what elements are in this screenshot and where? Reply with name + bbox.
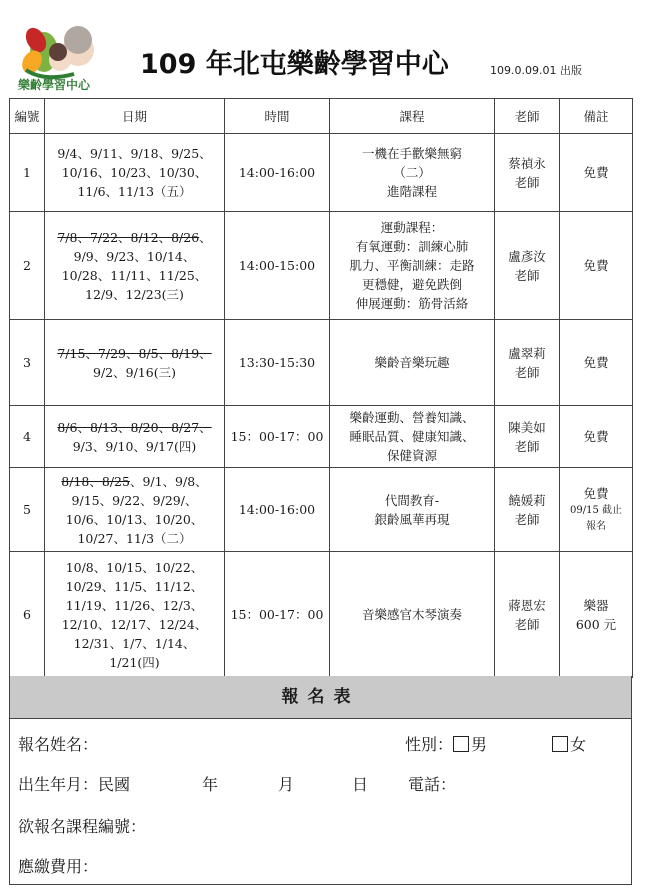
course-number-label: 欲報名課程編號： [18, 817, 147, 836]
note-line: 免費 [583, 165, 609, 180]
cancelled-dates: 8/18、8/25 [61, 473, 130, 489]
cell-time: 14:00-16:00 [225, 134, 330, 212]
date-line: 12/10、12/17、12/24、 [61, 616, 208, 632]
teacher-line: 盧彥汝 [508, 248, 546, 264]
date-line: 9/2、9/16(三) [93, 364, 176, 380]
cell-note [560, 134, 633, 212]
date-line: 12/31、1/7、1/14、 [73, 635, 196, 651]
cell-date [45, 468, 225, 552]
date-text: 、 [199, 229, 212, 245]
date-line-first [48, 228, 221, 247]
teacher-line: 蔣恩宏 [508, 597, 546, 613]
registration-form [9, 676, 632, 885]
course-line: 保健資源 [386, 448, 437, 463]
cell-date [45, 552, 225, 678]
course-line: 樂齡運動、營養知識、 [349, 410, 475, 425]
date-line-first [48, 472, 221, 491]
teacher-line: 老師 [514, 174, 540, 190]
teacher-line: 老師 [514, 364, 540, 380]
table-header-row [10, 99, 633, 134]
female-checkbox[interactable] [552, 736, 568, 752]
course-line: 肌力、平衡訓練：走路 [349, 258, 475, 273]
course-line: 睡眠品質、健康知識、 [349, 429, 475, 444]
cell-note [560, 212, 633, 320]
teacher-line: 蔡禎永 [508, 155, 546, 171]
cell-teacher [495, 468, 560, 552]
table-row [10, 134, 633, 212]
date-line: 10/8、10/15、10/22、 [65, 559, 204, 575]
course-line: 音樂感官木琴演奏 [361, 607, 462, 622]
cell-course [330, 406, 495, 468]
cancelled-dates: 7/15、7/29、8/5、8/19、 [57, 345, 212, 361]
date-line: 11/6、11/13（五） [77, 184, 192, 199]
teacher-line: 陳美如 [508, 419, 546, 435]
cell-teacher [495, 552, 560, 678]
month-label: 月 [278, 775, 295, 794]
cell-time: 14:00-16:00 [225, 468, 330, 552]
course-line: 更穩健，避免跌倒 [361, 277, 462, 292]
day-label: 日 [352, 775, 369, 794]
note-line: 免費 [583, 355, 609, 370]
table-row [10, 552, 633, 678]
cell-date [45, 406, 225, 468]
cell-no: 6 [10, 552, 45, 678]
note-line: 免費 [583, 429, 609, 444]
gender-field [405, 732, 487, 755]
date-line: 10/6、10/13、10/20、 [65, 511, 204, 527]
date-line-first [48, 418, 221, 437]
gender-label: 性別： [405, 735, 454, 754]
col-header-date: 日期 [45, 99, 225, 134]
name-label: 報名姓名： [18, 735, 99, 754]
note-line: 報名 [586, 521, 606, 532]
birth-label: 出生年月：民國 [18, 775, 131, 794]
cell-date [45, 212, 225, 320]
table-row [10, 468, 633, 552]
course-line: 有氧運動：訓練心肺 [355, 239, 469, 254]
cell-teacher [495, 212, 560, 320]
cell-note [560, 320, 633, 406]
teacher-line: 老師 [514, 616, 540, 632]
cell-date [45, 320, 225, 406]
date-line: 10/29、11/5、11/12、 [65, 578, 204, 594]
cell-time: 15：00-17：00 [225, 552, 330, 678]
date-line: 10/27、11/3（二） [77, 530, 192, 546]
male-label: 男 [471, 735, 488, 754]
table-row [10, 320, 633, 406]
col-header-time: 時間 [225, 99, 330, 134]
date-line: 9/3、9/10、9/17(四) [72, 438, 197, 454]
publish-date: 109.0.09.01 出版 [490, 64, 582, 77]
cell-time: 14:00-15:00 [225, 212, 330, 320]
note-line: 600 元 [575, 616, 617, 632]
fee-label: 應繳費用： [18, 857, 99, 876]
cell-no: 2 [10, 212, 45, 320]
teacher-line: 饒媛莉 [508, 492, 546, 508]
female-label: 女 [570, 735, 587, 754]
course-line: 伸展運動：筋骨活絡 [355, 296, 469, 311]
teacher-line: 盧翠莉 [508, 345, 546, 361]
date-text: 、9/1、9/8、 [129, 473, 208, 489]
col-header-course: 課程 [330, 99, 495, 134]
year-label: 年 [202, 775, 219, 794]
course-line: （二） [393, 165, 431, 180]
cell-note [560, 468, 633, 552]
cell-course [330, 552, 495, 678]
course-line: 銀齡風華再現 [374, 511, 450, 527]
course-line: 一機在手歡樂無窮 [361, 146, 462, 161]
note-line: 免費 [583, 486, 609, 501]
cancelled-dates: 7/8、7/22、8/12、8/26 [57, 229, 200, 245]
date-line: 12/9、12/23(三) [85, 286, 184, 302]
date-line: 1/21(四) [109, 654, 160, 670]
date-line: 9/15、9/22、9/29/、 [71, 492, 198, 508]
course-line: 代間教育- [384, 492, 440, 508]
teacher-line: 老師 [514, 438, 540, 454]
note-line: 09/15 截止 [570, 505, 622, 516]
male-checkbox[interactable] [453, 736, 469, 752]
phone-label: 電話： [408, 775, 457, 794]
form-heading: 報名表 [10, 676, 631, 719]
cell-no: 1 [10, 134, 45, 212]
note-line: 樂器 [583, 597, 609, 613]
cell-note [560, 406, 633, 468]
female-field [552, 732, 586, 755]
date-line: 10/16、10/23、10/30、 [61, 165, 208, 180]
cell-no: 4 [10, 406, 45, 468]
course-line: 樂齡音樂玩趣 [374, 355, 450, 370]
date-line: 10/28、11/11、11/25、 [61, 267, 208, 283]
course-schedule-table [9, 98, 633, 678]
cell-course [330, 212, 495, 320]
cell-note [560, 552, 633, 678]
teacher-line: 老師 [514, 267, 540, 283]
cell-date [45, 134, 225, 212]
course-line: 進階課程 [386, 184, 437, 199]
date-line: 11/19、11/26、12/3、 [65, 597, 204, 613]
page-title: 109 年北屯樂齡學習中心 [140, 49, 449, 80]
teacher-line: 老師 [514, 511, 540, 527]
course-line: 運動課程： [380, 220, 444, 235]
cell-no: 3 [10, 320, 45, 406]
cell-teacher [495, 406, 560, 468]
col-header-teacher: 老師 [495, 99, 560, 134]
cell-no: 5 [10, 468, 45, 552]
note-line: 免費 [583, 258, 609, 273]
cell-time: 13:30-15:30 [225, 320, 330, 406]
cell-course [330, 468, 495, 552]
cancelled-dates: 8/6、8/13、8/20、8/27、 [57, 419, 212, 435]
date-line-first [48, 344, 221, 363]
cell-course [330, 320, 495, 406]
col-header-no: 編號 [10, 99, 45, 134]
table-row [10, 406, 633, 468]
cell-teacher [495, 320, 560, 406]
logo-text: 樂齡學習中心 [18, 78, 91, 92]
date-line: 9/4、9/11、9/18、9/25、 [57, 146, 212, 161]
cell-course [330, 134, 495, 212]
date-line: 9/9、9/23、10/14、 [73, 248, 196, 264]
cell-time: 15：00-17：00 [225, 406, 330, 468]
cell-teacher [495, 134, 560, 212]
col-header-note: 備註 [560, 99, 633, 134]
table-row [10, 212, 633, 320]
